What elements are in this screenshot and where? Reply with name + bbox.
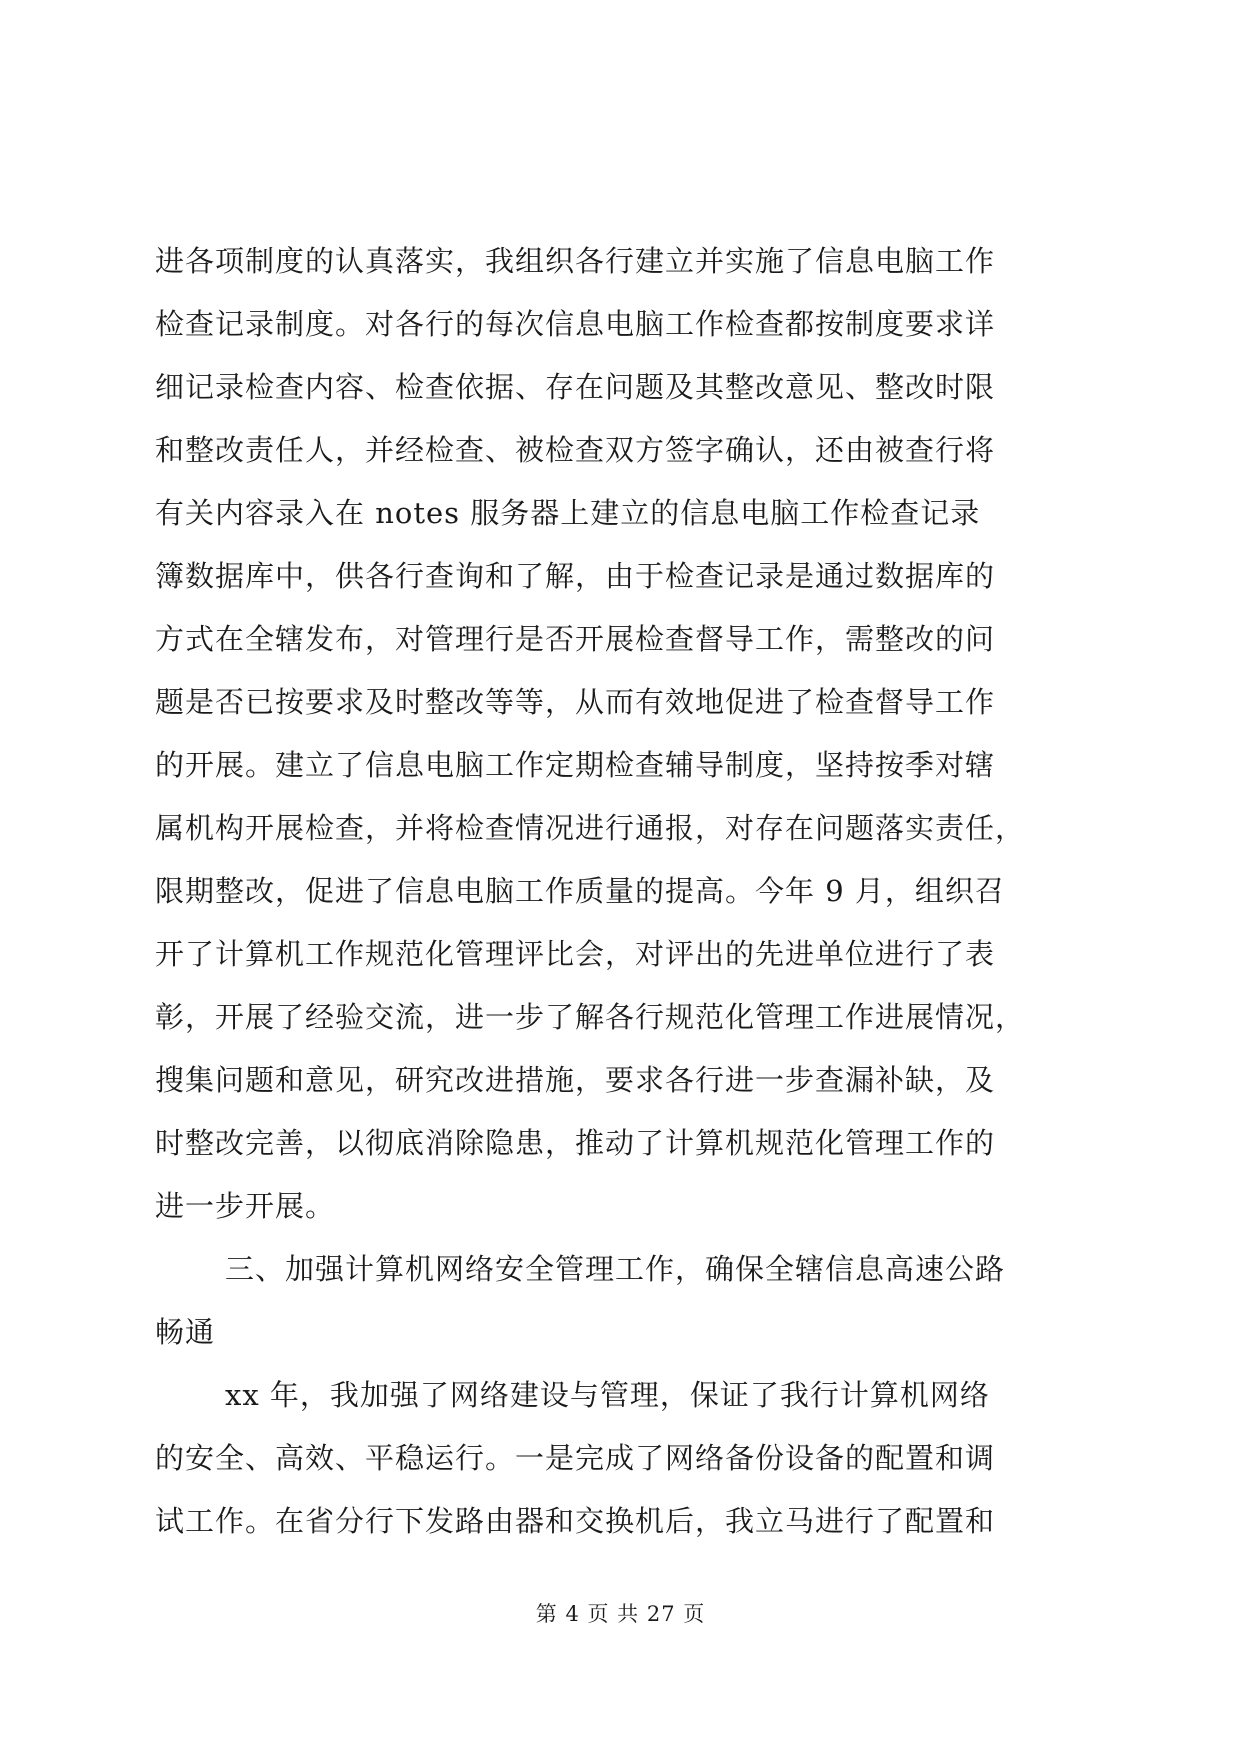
body-line: 检查记录制度。对各行的每次信息电脑工作检查都按制度要求详 xyxy=(155,307,996,341)
body-line: 属机构开展检查，并将检查情况进行通报，对存在问题落实责任， xyxy=(155,811,1026,845)
body-line: 进各项制度的认真落实，我组织各行建立并实施了信息电脑工作 xyxy=(155,244,996,278)
body-line: 题是否已按要求及时整改等等，从而有效地促进了检查督导工作 xyxy=(155,685,996,719)
body-line: 簿数据库中，供各行查询和了解，由于检查记录是通过数据库的 xyxy=(155,559,996,593)
body-line: 彰，开展了经验交流，进一步了解各行规范化管理工作进展情况， xyxy=(155,1000,1026,1034)
body-line: 进一步开展。 xyxy=(155,1189,336,1223)
body-line: 试工作。在省分行下发路由器和交换机后，我立马进行了配置和 xyxy=(155,1504,996,1538)
body-line: 有关内容录入在 notes 服务器上建立的信息电脑工作检查记录 xyxy=(155,496,981,530)
body-line: 的开展。建立了信息电脑工作定期检查辅导制度，坚持按季对辖 xyxy=(155,748,996,782)
section-heading-continued: 畅通 xyxy=(155,1315,216,1349)
body-line: 的安全、高效、平稳运行。一是完成了网络备份设备的配置和调 xyxy=(155,1441,996,1475)
body-line: 和整改责任人，并经检查、被检查双方签字确认，还由被查行将 xyxy=(155,433,996,467)
document-body xyxy=(155,230,1085,1553)
section-heading: 三、加强计算机网络安全管理工作，确保全辖信息高速公路 xyxy=(225,1252,1006,1286)
body-line: 细记录检查内容、检查依据、存在问题及其整改意见、整改时限 xyxy=(155,370,996,404)
body-line: 方式在全辖发布，对管理行是否开展检查督导工作，需整改的问 xyxy=(155,622,996,656)
page-number-footer: 第 4 页 共 27 页 xyxy=(535,1602,706,1626)
body-line: 开了计算机工作规范化管理评比会，对评出的先进单位进行了表 xyxy=(155,937,996,971)
body-line: 限期整改，促进了信息电脑工作质量的提高。今年 9 月，组织召 xyxy=(155,874,1005,908)
body-line: 时整改完善，以彻底消除隐患，推动了计算机规范化管理工作的 xyxy=(155,1126,996,1160)
body-line: xx 年，我加强了网络建设与管理，保证了我行计算机网络 xyxy=(225,1378,990,1412)
body-line: 搜集问题和意见，研究改进措施，要求各行进一步查漏补缺，及 xyxy=(155,1063,996,1097)
